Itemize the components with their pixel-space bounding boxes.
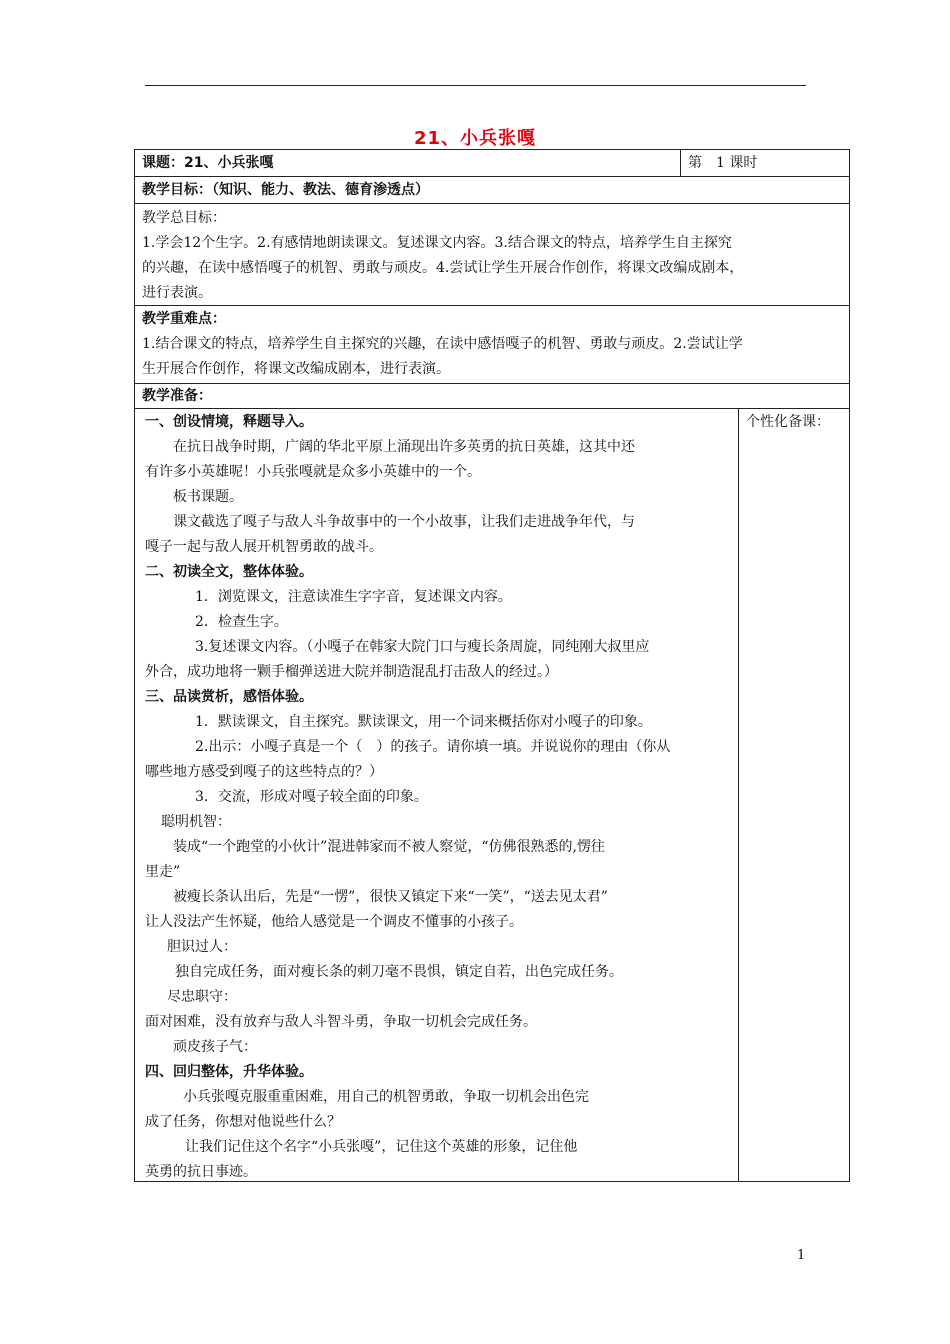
lesson-plan-table	[134, 149, 850, 1182]
section-heading: 三、品读赏析，感悟体验。	[145, 689, 313, 705]
key-points-header: 教学重难点：	[142, 311, 226, 327]
body-line: 被瘦长条认出后，先是“一愣”，很快又镇定下来“一笑”，“送去见太君”	[173, 889, 608, 905]
body-line: 在抗日战争时期，广阔的华北平原上涌现出许多英勇的抗日英雄，这其中还	[173, 439, 635, 455]
body-line: 里走”	[145, 864, 181, 880]
body-line: 装成“一个跑堂的小伙计”混进韩家而不被人察觉，“仿佛很熟悉的,愣往	[173, 839, 605, 855]
body-line: 小兵张嘎克服重重困难，用自己的机智勇敢，争取一切机会出色完	[183, 1089, 589, 1105]
section-heading: 二、初读全文，整体体验。	[145, 564, 313, 580]
document-title: 21、小兵张嘎	[413, 128, 537, 149]
goals-subheader: 教学总目标：	[142, 210, 226, 226]
body-line: 让人没法产生怀疑，他给人感觉是一个调皮不懂事的小孩子。	[145, 914, 523, 930]
key-points-line: 生开展合作创作，将课文改编成剧本，进行表演。	[142, 361, 450, 377]
body-line: 3．交流，形成对嘎子较全面的印象。	[195, 789, 428, 805]
personalized-notes-cell: 个性化备课：	[746, 414, 830, 430]
body-line: 独自完成任务，面对瘦长条的刺刀毫不畏惧，镇定自若，出色完成任务。	[175, 964, 623, 980]
prep-header: 教学准备：	[142, 388, 212, 404]
lesson-number-cell: 第 1 课时	[688, 155, 758, 171]
prep-row	[135, 384, 849, 409]
goals-line: 进行表演。	[142, 285, 212, 301]
goals-header-row	[135, 177, 849, 204]
body-line: 1．默读课文，自主探究。默读课文，用一个词来概括你对小嘎子的印象。	[195, 714, 652, 730]
body-line: 聪明机智：	[161, 814, 231, 830]
body-line: 顽皮孩子气：	[173, 1039, 257, 1055]
body-line: 3.复述课文内容。（小嘎子在韩家大院门口与瘦长条周旋，同纯刚大叔里应	[195, 639, 650, 655]
body-line: 嘎子一起与敌人展开机智勇敢的战斗。	[145, 539, 383, 555]
body-line: 哪些地方感受到嘎子的这些特点的？）	[145, 764, 383, 780]
lesson-body	[135, 409, 739, 1181]
page-number: 1	[797, 1248, 806, 1263]
header-rule	[145, 85, 806, 86]
body-line: 外合，成功地将一颗手榴弹送进大院并制造混乱打击敌人的经过。）	[145, 664, 558, 680]
body-line: 成了任务，你想对他说些什么？	[145, 1114, 341, 1130]
lesson-body-row	[135, 409, 849, 1181]
topic-cell: 课题：21、小兵张嘎	[135, 150, 681, 176]
section-heading: 一、创设情境，释题导入。	[145, 414, 313, 430]
goals-line: 的兴趣，在读中感悟嘎子的机智、勇敢与顽皮。4.尝试让学生开展合作创作，将课文改编成剧本，	[142, 260, 744, 276]
body-line: 课文截选了嘎子与敌人斗争故事中的一个小故事，让我们走进战争年代，与	[173, 514, 635, 530]
body-line: 2.出示：小嘎子真是一个（ ）的孩子。请你填一填。并说说你的理由（你从	[195, 739, 671, 755]
goals-header: 教学目标：（知识、能力、教法、德育渗透点）	[142, 182, 429, 198]
body-line: 2．检查生字。	[195, 614, 288, 630]
body-line: 尽忠职守：	[167, 989, 237, 1005]
key-points-row	[135, 306, 849, 384]
body-line: 胆识过人：	[167, 939, 237, 955]
body-line: 让我们记住这个名字“小兵张嘎”，记住这个英雄的形象，记住他	[185, 1139, 578, 1155]
key-points-line: 1.结合课文的特点，培养学生自主探究的兴趣，在读中感悟嘎子的机智、勇敢与顽皮。2.尝试让学	[142, 336, 743, 352]
body-line: 1．浏览课文，注意读准生字字音，复述课文内容。	[195, 589, 512, 605]
body-line: 面对困难，没有放弃与敌人斗智斗勇，争取一切机会完成任务。	[145, 1014, 537, 1030]
body-line: 板书课题。	[173, 489, 243, 505]
goals-line: 1.学会12个生字。2.有感情地朗读课文。复述课文内容。3.结合课文的特点，培养学生自主探究	[142, 235, 732, 251]
body-line: 有许多小英雄呢！小兵张嘎就是众多小英雄中的一个。	[145, 464, 481, 480]
topic-row	[135, 150, 849, 177]
body-line: 英勇的抗日事迹。	[145, 1164, 257, 1180]
section-heading: 四、回归整体，升华体验。	[145, 1064, 313, 1080]
goals-row	[135, 204, 849, 306]
